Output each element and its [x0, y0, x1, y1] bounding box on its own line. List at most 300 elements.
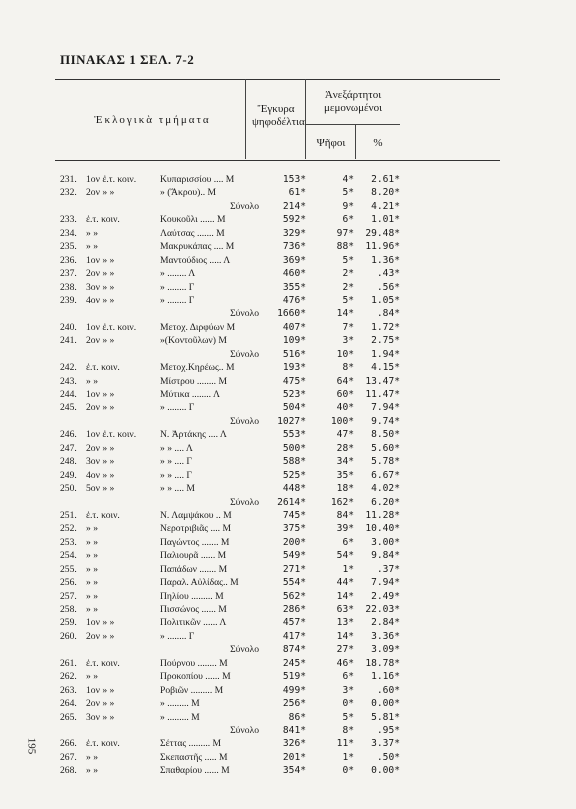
- total-label: Σύνολο: [230, 415, 259, 427]
- valid-ballots: 256*: [282, 698, 306, 710]
- row-qualifier: » »: [86, 765, 98, 777]
- total-label: Σύνολο: [230, 200, 259, 212]
- valid-ballots: 553*: [282, 429, 306, 441]
- section-name: Πηλίου ......... Μ: [160, 590, 224, 602]
- table-title: ΠΙΝΑΚΑΣ 1 ΣΕΛ. 7-2: [60, 52, 195, 67]
- table-row: [0, 576, 576, 589]
- independent-votes: 0*: [342, 698, 354, 710]
- independent-votes: 5*: [342, 294, 354, 306]
- independent-percent: 10.40*: [365, 523, 400, 535]
- section-name: Μακρυκάπας .... Μ: [160, 241, 235, 253]
- table-row: [0, 751, 576, 764]
- table-row: [0, 590, 576, 603]
- independent-votes: 0*: [342, 765, 354, 777]
- table-row: [0, 240, 576, 253]
- independent-percent: .43*: [376, 268, 400, 280]
- valid-ballots: 525*: [282, 469, 306, 481]
- valid-ballots: 475*: [282, 375, 306, 387]
- table-row: [0, 281, 576, 294]
- independent-votes: 14*: [336, 590, 354, 602]
- total-label: Σύνολο: [230, 724, 259, 736]
- row-number: 245.: [60, 402, 77, 414]
- valid-ballots: 153*: [282, 174, 306, 185]
- valid-ballots: 355*: [282, 281, 306, 293]
- independent-percent: 11.47*: [365, 389, 400, 400]
- row-qualifier: » »: [86, 604, 98, 615]
- total-row: [0, 200, 576, 213]
- row-qualifier: 4ον » »: [86, 294, 115, 306]
- table-row: [0, 388, 576, 401]
- row-qualifier: ἐ.τ. κοιν.: [86, 214, 120, 226]
- valid-ballots: 193*: [282, 362, 306, 374]
- valid-ballots: 369*: [282, 254, 306, 266]
- header-votes: Ψῆφοι: [316, 137, 346, 149]
- valid-ballots: 476*: [282, 294, 306, 306]
- independent-percent: 1.94*: [371, 348, 400, 360]
- valid-ballots: 499*: [282, 684, 306, 696]
- row-number: 241.: [60, 335, 77, 347]
- row-qualifier: » »: [86, 671, 98, 683]
- total-label: Σύνολο: [230, 308, 259, 320]
- section-name: Πούρνου ........ Μ: [160, 657, 228, 669]
- independent-votes: 18*: [336, 483, 354, 495]
- row-number: 238.: [60, 281, 77, 293]
- table-row: [0, 482, 576, 495]
- row-qualifier: 2ον » »: [86, 268, 115, 280]
- independent-percent: 0.00*: [371, 698, 400, 710]
- table-row: [0, 737, 576, 750]
- table-row: [0, 536, 576, 549]
- section-name: Ν. Λαμψάκου .. Μ: [160, 509, 232, 521]
- independent-percent: .37*: [376, 563, 400, 575]
- section-name: Προκοπίου ...... Μ: [160, 671, 231, 683]
- header-divider: [305, 124, 400, 125]
- total-row: [0, 307, 576, 320]
- valid-ballots: 61*: [288, 187, 306, 199]
- table-row: [0, 657, 576, 670]
- independent-percent: 5.60*: [371, 442, 400, 454]
- table-row: [0, 522, 576, 535]
- header-divider: [355, 124, 356, 159]
- section-name: Παπάδων ....... Μ: [160, 563, 228, 575]
- total-row: [0, 496, 576, 509]
- row-qualifier: » »: [86, 241, 98, 253]
- section-name: » ........ Γ: [160, 281, 195, 293]
- table-row: [0, 603, 576, 616]
- independent-votes: 40*: [336, 402, 354, 414]
- header-percent: %: [373, 137, 383, 149]
- row-qualifier: 5ον » »: [86, 483, 115, 495]
- row-qualifier: » »: [86, 536, 98, 548]
- valid-ballots: 329*: [282, 227, 306, 239]
- table-row: [0, 254, 576, 267]
- valid-ballots: 554*: [282, 577, 306, 589]
- row-number: 268.: [60, 765, 77, 777]
- row-qualifier: 3ον » »: [86, 281, 115, 293]
- row-qualifier: 2ον » »: [86, 187, 115, 199]
- valid-ballots: 874*: [282, 644, 306, 656]
- section-name: Μετοχ.Κηρέως.. Μ: [160, 362, 235, 374]
- header-sections: Ἐκλογικὰ τμήματα: [94, 114, 211, 126]
- row-number: 265.: [60, 711, 77, 723]
- independent-votes: 46*: [336, 657, 354, 669]
- row-qualifier: » »: [86, 550, 98, 562]
- valid-ballots: 519*: [282, 671, 306, 683]
- table-row: [0, 630, 576, 643]
- row-number: 240.: [60, 321, 77, 333]
- valid-ballots: 588*: [282, 456, 306, 468]
- independent-votes: 6*: [342, 671, 354, 683]
- independent-percent: 2.84*: [371, 617, 400, 629]
- row-number: 261.: [60, 657, 77, 669]
- section-name: » (Ἄκρου).. Μ: [160, 187, 217, 199]
- independent-percent: 3.36*: [371, 630, 400, 642]
- total-label: Σύνολο: [230, 496, 259, 508]
- row-qualifier: 3ον » »: [86, 456, 115, 468]
- section-name: »(Κοντοῦλων) Μ: [160, 335, 227, 347]
- independent-votes: 88*: [336, 241, 354, 253]
- independent-percent: 9.84*: [371, 550, 400, 562]
- independent-votes: 47*: [336, 429, 354, 441]
- page-number: 195: [25, 737, 38, 755]
- independent-votes: 97*: [336, 227, 354, 239]
- independent-percent: 2.49*: [371, 590, 400, 602]
- row-number: 231.: [60, 174, 77, 185]
- independent-votes: 44*: [336, 577, 354, 589]
- independent-percent: 6.20*: [371, 496, 400, 508]
- row-number: 234.: [60, 227, 77, 239]
- table-row: [0, 173, 576, 186]
- section-name: » » .... Γ: [160, 469, 192, 481]
- row-qualifier: » »: [86, 751, 98, 763]
- row-number: 243.: [60, 375, 77, 387]
- section-name: Ν. Ἀρτάκης .... Λ: [160, 429, 227, 441]
- table-row: [0, 442, 576, 455]
- row-number: 260.: [60, 630, 77, 642]
- independent-votes: 8*: [342, 362, 354, 374]
- row-number: 239.: [60, 294, 77, 306]
- independent-votes: 1*: [342, 563, 354, 575]
- independent-votes: 10*: [336, 348, 354, 360]
- independent-votes: 3*: [342, 335, 354, 347]
- independent-percent: .95*: [376, 724, 400, 736]
- independent-votes: 5*: [342, 187, 354, 199]
- valid-ballots: 375*: [282, 523, 306, 535]
- section-name: Σέττας ......... Μ: [160, 738, 222, 750]
- header-divider: [305, 79, 306, 159]
- table-row: [0, 401, 576, 414]
- section-name: » ........ Γ: [160, 294, 195, 306]
- table-row: [0, 764, 576, 777]
- independent-votes: 35*: [336, 469, 354, 481]
- header-independents: Ἀνεξάρτητοι μεμονωμένοι: [323, 89, 383, 114]
- table-row: [0, 455, 576, 468]
- row-number: 236.: [60, 254, 77, 266]
- table-row: [0, 321, 576, 334]
- valid-ballots: 271*: [282, 563, 306, 575]
- independent-percent: 11.28*: [365, 509, 400, 521]
- table-row: [0, 670, 576, 683]
- independent-percent: 3.09*: [371, 644, 400, 656]
- row-number: 266.: [60, 738, 77, 750]
- row-qualifier: 1ον » »: [86, 389, 115, 400]
- total-row: [0, 348, 576, 361]
- independent-votes: 11*: [336, 738, 354, 750]
- table-row: [0, 549, 576, 562]
- valid-ballots: 504*: [282, 402, 306, 414]
- valid-ballots: 354*: [282, 765, 306, 777]
- section-name: Κυπαρισσίου .... Μ: [160, 174, 235, 185]
- row-number: 237.: [60, 268, 77, 280]
- independent-percent: 1.01*: [371, 214, 400, 226]
- section-name: Μετοχ. Διρφύων Μ: [160, 321, 236, 333]
- row-number: 235.: [60, 241, 77, 253]
- table-row: [0, 469, 576, 482]
- independent-percent: 3.37*: [371, 738, 400, 750]
- independent-votes: 100*: [330, 415, 354, 427]
- table-row: [0, 509, 576, 522]
- row-qualifier: 2ον » »: [86, 630, 115, 642]
- independent-percent: .56*: [376, 281, 400, 293]
- independent-votes: 13*: [336, 617, 354, 629]
- independent-percent: 5.78*: [371, 456, 400, 468]
- independent-percent: 3.00*: [371, 536, 400, 548]
- independent-votes: 4*: [342, 174, 354, 185]
- row-qualifier: ἐ.τ. κοιν.: [86, 657, 120, 669]
- valid-ballots: 286*: [282, 604, 306, 615]
- independent-votes: 9*: [342, 200, 354, 212]
- independent-votes: 162*: [330, 496, 354, 508]
- section-name: Μύτικα ........ Λ: [160, 389, 220, 400]
- section-name: » ......... Μ: [160, 711, 200, 723]
- section-name: Σκεπαστῆς ..... Μ: [160, 751, 228, 763]
- independent-percent: .84*: [376, 308, 400, 320]
- independent-percent: 1.16*: [371, 671, 400, 683]
- total-row: [0, 643, 576, 656]
- independent-votes: 8*: [342, 724, 354, 736]
- row-number: 252.: [60, 523, 77, 535]
- table-row: [0, 186, 576, 199]
- independent-votes: 2*: [342, 281, 354, 293]
- total-row: [0, 415, 576, 428]
- independent-votes: 5*: [342, 254, 354, 266]
- row-qualifier: » »: [86, 523, 98, 535]
- row-qualifier: ἐ.τ. κοιν.: [86, 509, 120, 521]
- row-qualifier: 2ον » »: [86, 335, 115, 347]
- section-name: Παλιουρᾶ ...... Μ: [160, 550, 227, 562]
- row-number: 258.: [60, 604, 77, 615]
- independent-percent: 29.48*: [365, 227, 400, 239]
- independent-percent: 11.96*: [365, 241, 400, 253]
- valid-ballots: 1660*: [277, 308, 306, 320]
- table-row: [0, 294, 576, 307]
- valid-ballots: 214*: [282, 200, 306, 212]
- section-name: » ......... Μ: [160, 698, 200, 710]
- independent-votes: 27*: [336, 644, 354, 656]
- header-divider: [245, 79, 246, 159]
- independent-percent: 4.15*: [371, 362, 400, 374]
- table-body: [0, 173, 576, 778]
- section-name: » » .... Λ: [160, 442, 193, 454]
- independent-percent: 8.50*: [371, 429, 400, 441]
- independent-votes: 64*: [336, 375, 354, 387]
- row-number: 250.: [60, 483, 77, 495]
- row-qualifier: 4ον » »: [86, 469, 115, 481]
- section-name: Σπαθαρίου ...... Μ: [160, 765, 230, 777]
- row-qualifier: » »: [86, 577, 98, 589]
- section-name: » ........ Γ: [160, 402, 195, 414]
- valid-ballots: 516*: [282, 348, 306, 360]
- section-name: » » .... Γ: [160, 456, 192, 468]
- row-number: 254.: [60, 550, 77, 562]
- row-number: 247.: [60, 442, 77, 454]
- row-number: 263.: [60, 684, 77, 696]
- independent-votes: 7*: [342, 321, 354, 333]
- row-qualifier: » »: [86, 375, 98, 387]
- valid-ballots: 417*: [282, 630, 306, 642]
- independent-percent: 0.00*: [371, 765, 400, 777]
- table-row: [0, 334, 576, 347]
- total-label: Σύνολο: [230, 644, 259, 656]
- section-name: Νεροτριβιᾶς .... Μ: [160, 523, 231, 535]
- row-number: 232.: [60, 187, 77, 199]
- row-qualifier: 2ον » »: [86, 442, 115, 454]
- valid-ballots: 86*: [288, 711, 306, 723]
- independent-percent: 13.47*: [365, 375, 400, 387]
- independent-votes: 5*: [342, 711, 354, 723]
- table-row: [0, 375, 576, 388]
- table-row: [0, 227, 576, 240]
- independent-percent: 9.74*: [371, 415, 400, 427]
- row-number: 255.: [60, 563, 77, 575]
- valid-ballots: 460*: [282, 268, 306, 280]
- valid-ballots: 1027*: [277, 415, 306, 427]
- independent-percent: .50*: [376, 751, 400, 763]
- total-row: [0, 724, 576, 737]
- row-qualifier: 1ον ἐ.τ. κοιν.: [86, 174, 137, 185]
- independent-percent: 22.03*: [365, 604, 400, 615]
- row-number: 244.: [60, 389, 77, 400]
- row-number: 267.: [60, 751, 77, 763]
- row-number: 248.: [60, 456, 77, 468]
- valid-ballots: 736*: [282, 241, 306, 253]
- valid-ballots: 457*: [282, 617, 306, 629]
- section-name: Κουκοῦλι ...... Μ: [160, 214, 226, 226]
- independent-percent: 1.36*: [371, 254, 400, 266]
- section-name: Μίστρου ........ Μ: [160, 375, 227, 387]
- table-row: [0, 684, 576, 697]
- independent-votes: 14*: [336, 308, 354, 320]
- independent-votes: 34*: [336, 456, 354, 468]
- row-qualifier: » »: [86, 563, 98, 575]
- row-qualifier: 3ον » »: [86, 711, 115, 723]
- row-number: 253.: [60, 536, 77, 548]
- independent-votes: 84*: [336, 509, 354, 521]
- section-name: Λαύτσας ....... Μ: [160, 227, 225, 239]
- row-qualifier: ἐ.τ. κοιν.: [86, 738, 120, 750]
- row-qualifier: 2ον » »: [86, 698, 115, 710]
- independent-percent: .60*: [376, 684, 400, 696]
- independent-votes: 14*: [336, 630, 354, 642]
- section-name: Πολιτικῶν ...... Λ: [160, 617, 227, 629]
- row-qualifier: » »: [86, 590, 98, 602]
- valid-ballots: 500*: [282, 442, 306, 454]
- valid-ballots: 200*: [282, 536, 306, 548]
- row-qualifier: 1ον » »: [86, 617, 115, 629]
- row-number: 242.: [60, 362, 77, 374]
- valid-ballots: 549*: [282, 550, 306, 562]
- independent-percent: 5.81*: [371, 711, 400, 723]
- valid-ballots: 745*: [282, 509, 306, 521]
- independent-votes: 6*: [342, 214, 354, 226]
- section-name: Παραλ. Αὐλίδας.. Μ: [160, 577, 239, 589]
- valid-ballots: 448*: [282, 483, 306, 495]
- row-number: 264.: [60, 698, 77, 710]
- valid-ballots: 326*: [282, 738, 306, 750]
- row-number: 251.: [60, 509, 77, 521]
- independent-votes: 1*: [342, 751, 354, 763]
- table-row: [0, 213, 576, 226]
- table-row: [0, 267, 576, 280]
- table-row: [0, 697, 576, 710]
- row-number: 233.: [60, 214, 77, 226]
- section-name: » » .... Μ: [160, 483, 195, 495]
- row-qualifier: 1ον ἐ.τ. κοιν.: [86, 321, 137, 333]
- row-number: 256.: [60, 577, 77, 589]
- valid-ballots: 201*: [282, 751, 306, 763]
- independent-percent: 6.67*: [371, 469, 400, 481]
- row-qualifier: 1ον » »: [86, 254, 115, 266]
- row-number: 257.: [60, 590, 77, 602]
- table-row: [0, 563, 576, 576]
- independent-percent: 2.75*: [371, 335, 400, 347]
- independent-percent: 4.21*: [371, 200, 400, 212]
- row-qualifier: 2ον » »: [86, 402, 115, 414]
- row-number: 249.: [60, 469, 77, 481]
- valid-ballots: 109*: [282, 335, 306, 347]
- row-qualifier: 1ον ἐ.τ. κοιν.: [86, 429, 137, 441]
- independent-votes: 39*: [336, 523, 354, 535]
- independent-votes: 2*: [342, 268, 354, 280]
- valid-ballots: 245*: [282, 657, 306, 669]
- section-name: Μαντούδιος ..... Λ: [160, 254, 231, 266]
- independent-votes: 63*: [336, 604, 354, 615]
- row-qualifier: ἐ.τ. κοιν.: [86, 362, 120, 374]
- valid-ballots: 407*: [282, 321, 306, 333]
- table-row: [0, 428, 576, 441]
- header-valid-ballots: Ἔγκυρα ψηφοδέλτια: [252, 103, 305, 128]
- independent-percent: 1.05*: [371, 294, 400, 306]
- independent-percent: 2.61*: [371, 174, 400, 185]
- table-row: [0, 711, 576, 724]
- valid-ballots: 562*: [282, 590, 306, 602]
- valid-ballots: 2614*: [277, 496, 306, 508]
- independent-percent: 18.78*: [365, 657, 400, 669]
- independent-percent: 4.02*: [371, 483, 400, 495]
- table-row: [0, 616, 576, 629]
- valid-ballots: 841*: [282, 724, 306, 736]
- section-name: » ........ Γ: [160, 630, 195, 642]
- independent-percent: 7.94*: [371, 577, 400, 589]
- independent-votes: 28*: [336, 442, 354, 454]
- independent-percent: 8.20*: [371, 187, 400, 199]
- valid-ballots: 523*: [282, 389, 306, 400]
- independent-percent: 7.94*: [371, 402, 400, 414]
- section-name: Ροβιῶν ......... Μ: [160, 684, 224, 696]
- row-number: 246.: [60, 429, 77, 441]
- independent-percent: 1.72*: [371, 321, 400, 333]
- total-label: Σύνολο: [230, 348, 259, 360]
